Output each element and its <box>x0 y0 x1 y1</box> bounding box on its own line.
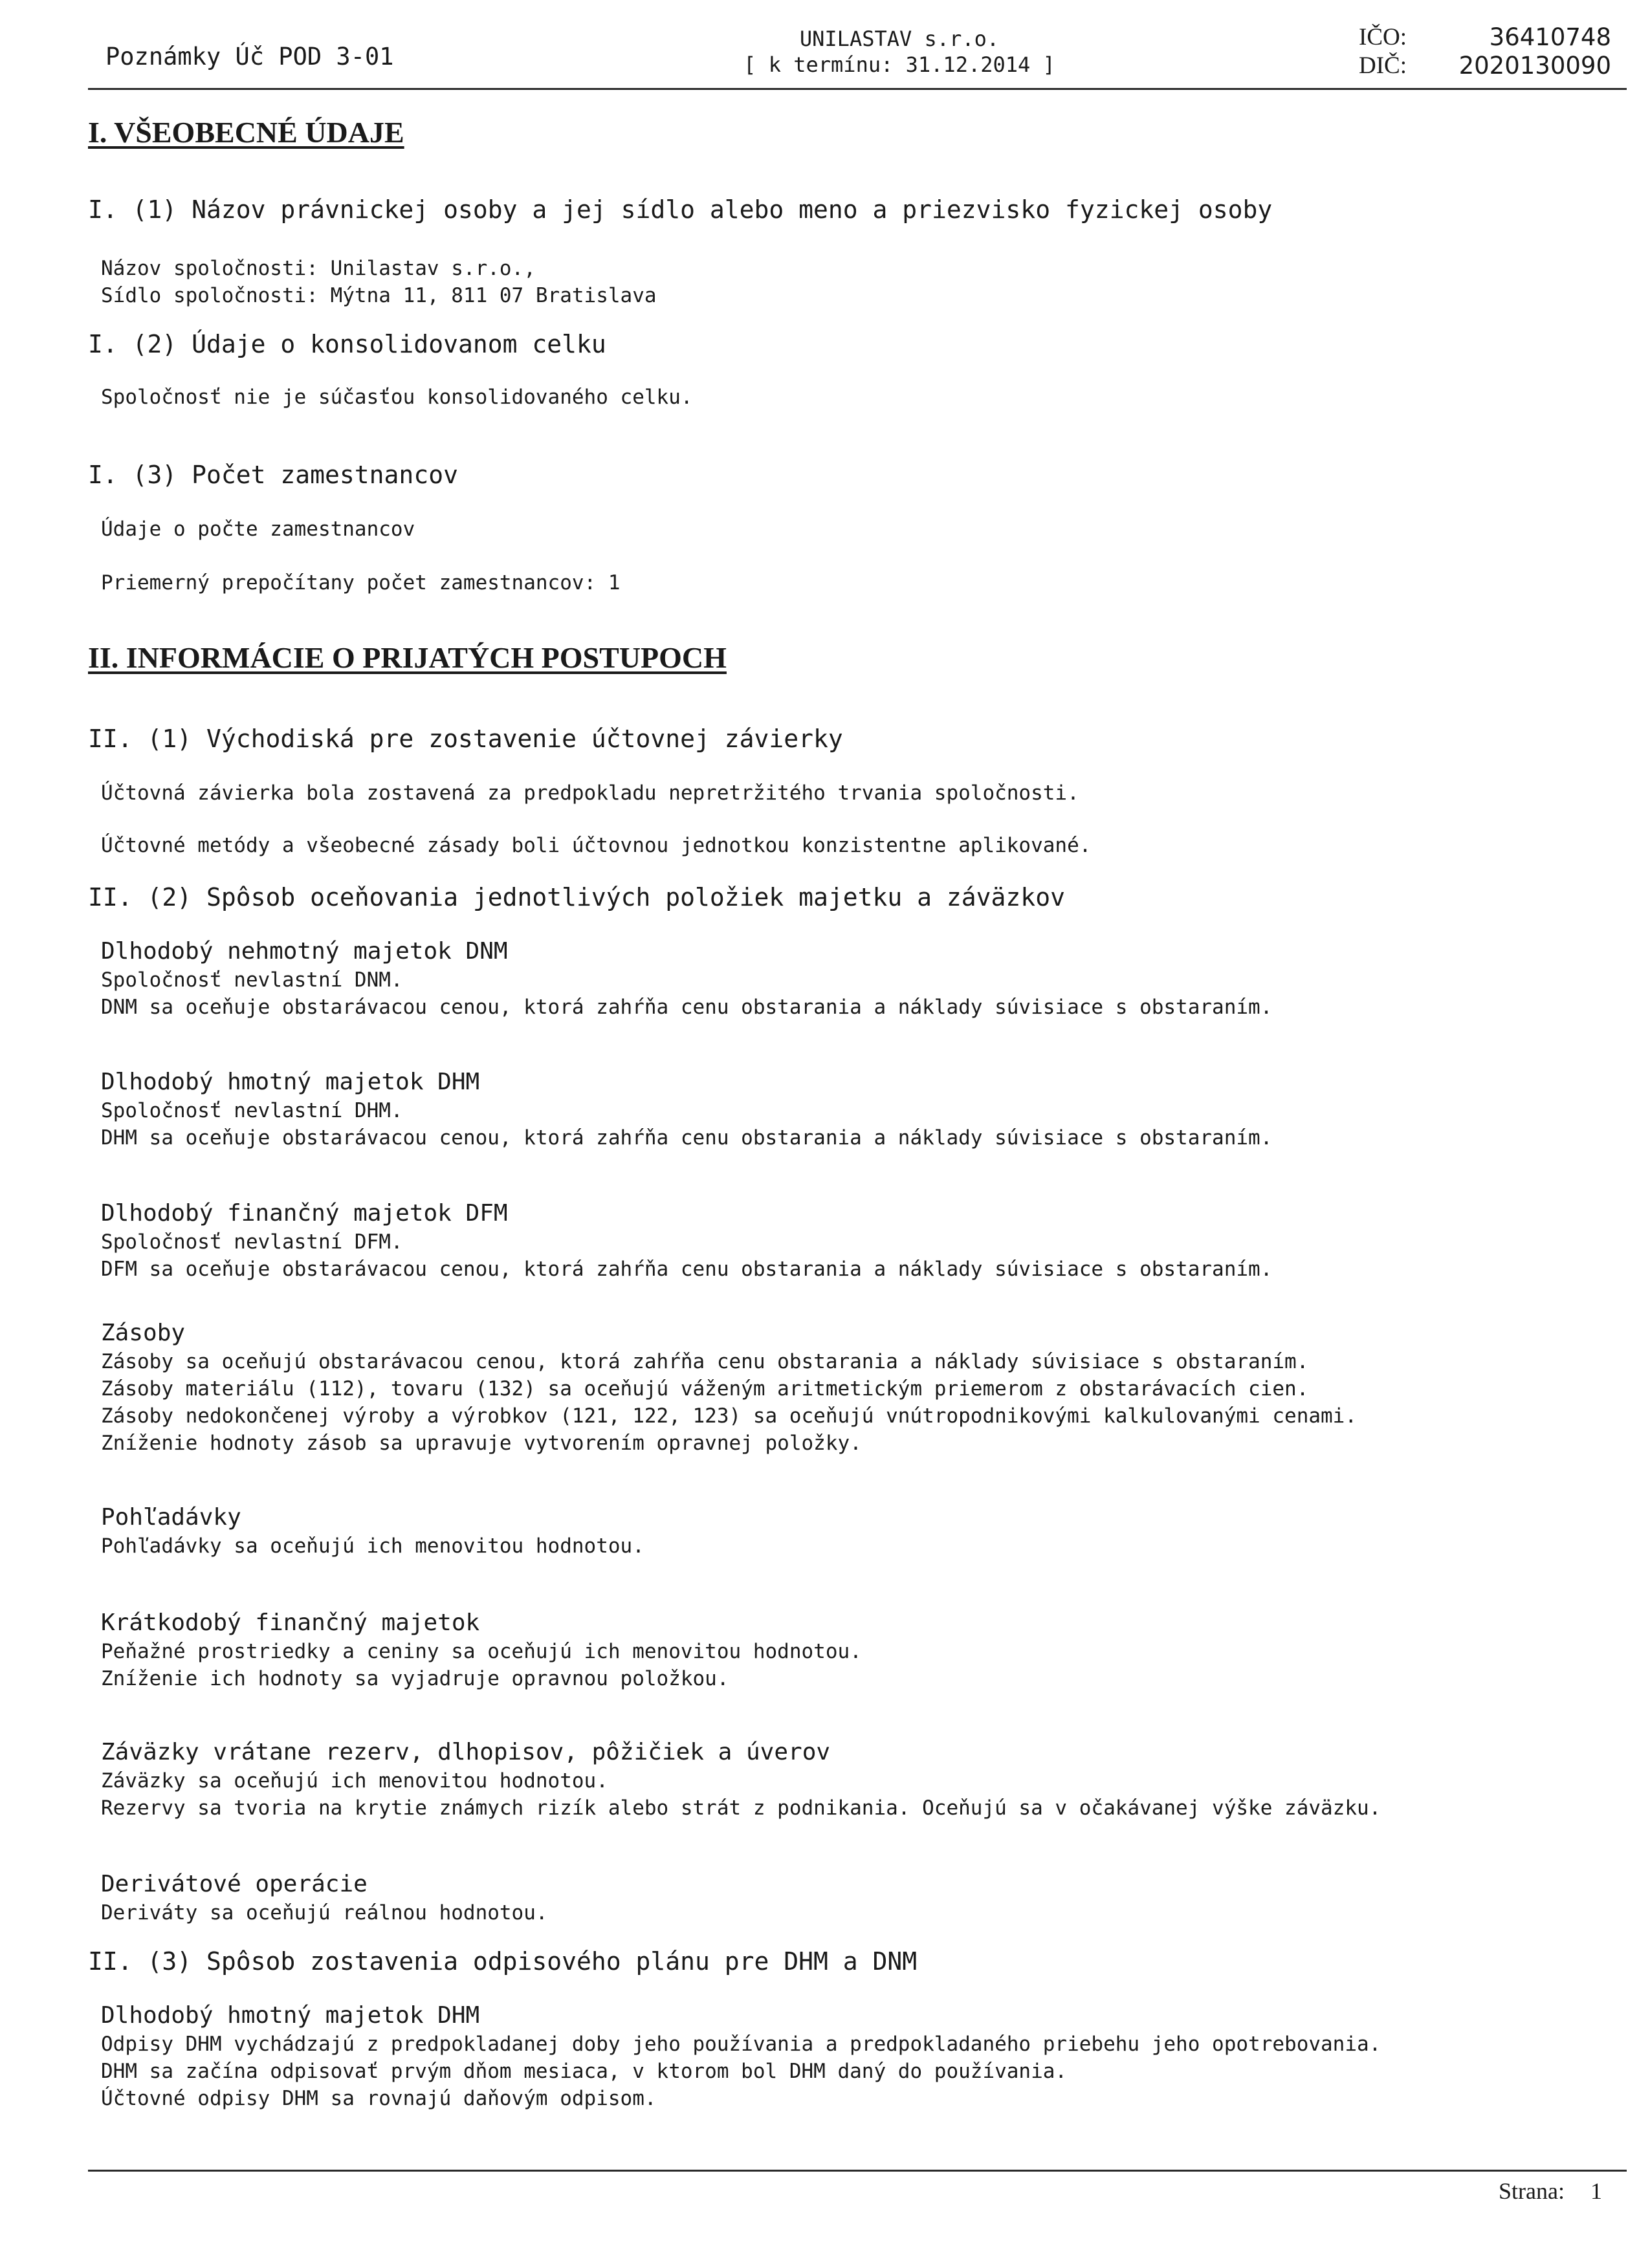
section-2-title: II. INFORMÁCIE O PRIJATÝCH POSTUPOCH <box>88 641 727 674</box>
company-name-line: Názov spoločnosti: Unilastav s.r.o., <box>101 257 536 280</box>
page-footer <box>1499 2177 1602 2205</box>
dnm-line-1: Spoločnosť nevlastní DNM. <box>101 968 403 992</box>
short-term-assets-heading: Krátkodobý finančný majetok <box>101 1609 480 1636</box>
term-date: [ k termínu: 31.12.2014 ] <box>743 52 1055 77</box>
receivables-heading: Pohľadávky <box>101 1504 241 1531</box>
liabilities-heading: Záväzky vrátane rezerv, dlhopisov, pôžičiek a úverov <box>101 1739 831 1765</box>
footer-divider <box>88 2170 1627 2172</box>
ico-row <box>1359 23 1611 52</box>
dhm-line-1: Spoločnosť nevlastní DHM. <box>101 1099 403 1122</box>
section-2-2-heading: II. (2) Spôsob oceňovania jednotlivých položiek majetku a záväzkov <box>88 883 1065 911</box>
header-ids <box>1359 23 1611 80</box>
section-1-1-heading: I. (1) Názov právnickej osoby a jej sídlo alebo meno a priezvisko fyzickej osoby <box>88 195 1273 224</box>
page-label: Strana: <box>1499 2178 1565 2204</box>
dic-row <box>1359 52 1611 80</box>
section-2-3-heading: II. (3) Spôsob zostavenia odpisového plánu pre DHM a DNM <box>88 1947 918 1976</box>
header-divider <box>88 88 1627 90</box>
section-2-1-heading: II. (1) Východiská pre zostavenie účtovnej závierky <box>88 725 843 753</box>
depreciation-line-2: DHM sa začína odpisovať prvým dňom mesiaca, v ktorom bol DHM daný do používania. <box>101 2060 1068 2083</box>
section-2-1-line1: Účtovná závierka bola zostavená za predpokladu nepretržitého trvania spoločnosti. <box>101 781 1079 805</box>
dhm-heading: Dlhodobý hmotný majetok DHM <box>101 1069 480 1095</box>
short-term-assets-text <box>101 1638 862 1692</box>
dic-value: 2020130090 <box>1458 52 1611 80</box>
dic-label: DIČ: <box>1359 52 1407 79</box>
depreciation-heading: Dlhodobý hmotný majetok DHM <box>101 2002 480 2029</box>
inventory-text <box>101 1348 1357 1457</box>
inventory-line-3: Zásoby nedokončenej výroby a výrobkov (121, 122, 123) sa oceňujú vnútropodnikovými kalkulovanými cenami. <box>101 1404 1358 1428</box>
company-name: UNILASTAV s.r.o. <box>799 27 1000 51</box>
document-title: Poznámky Úč POD 3-01 <box>105 43 394 71</box>
dhm-text <box>101 1097 1272 1151</box>
employees-count: Priemerný prepočítany počet zamestnancov: 1 <box>101 571 621 594</box>
dfm-line-2: DFM sa oceňuje obstarávacou cenou, ktorá zahŕňa cenu obstarania a náklady súvisiace s obstaraním. <box>101 1258 1273 1281</box>
liabilities-line-1: Záväzky sa oceňujú ich menovitou hodnotou. <box>101 1769 608 1793</box>
inventory-heading: Zásoby <box>101 1320 186 1346</box>
liabilities-line-2: Rezervy sa tvoria na krytie známych rizík alebo strát z podnikania. Oceňujú sa v očakávanej výške záväzku. <box>101 1796 1381 1820</box>
company-seat-line: Sídlo spoločnosti: Mýtna 11, 811 07 Bratislava <box>101 284 657 307</box>
header-center <box>712 26 1087 78</box>
section-1-1-text <box>101 255 657 309</box>
dhm-line-2: DHM sa oceňuje obstarávacou cenou, ktorá zahŕňa cenu obstarania a náklady súvisiace s obstaraním. <box>101 1126 1273 1150</box>
derivatives-text: Deriváty sa oceňujú reálnou hodnotou. <box>101 1901 548 1925</box>
section-2-1-line2: Účtovné metódy a všeobecné zásady boli účtovnou jednotkou konzistentne aplikované. <box>101 834 1092 857</box>
receivables-text: Pohľadávky sa oceňujú ich menovitou hodnotou. <box>101 1534 644 1558</box>
section-1-title: I. VŠEOBECNÉ ÚDAJE <box>88 116 404 149</box>
dfm-heading: Dlhodobý finančný majetok DFM <box>101 1200 508 1227</box>
short-term-assets-line-1: Peňažné prostriedky a ceniny sa oceňujú ich menovitou hodnotou. <box>101 1640 862 1663</box>
derivatives-heading: Derivátové operácie <box>101 1871 368 1897</box>
dnm-heading: Dlhodobý nehmotný majetok DNM <box>101 938 508 965</box>
page-number: 1 <box>1590 2178 1602 2204</box>
liabilities-text <box>101 1767 1381 1822</box>
section-1-3-heading: I. (3) Počet zamestnancov <box>88 461 458 489</box>
depreciation-line-1: Odpisy DHM vychádzajú z predpokladanej doby jeho používania a predpokladaného priebehu jeho opotrebovania. <box>101 2033 1381 2056</box>
ico-label: IČO: <box>1359 24 1407 50</box>
employees-info: Údaje o počte zamestnancov <box>101 518 415 541</box>
dfm-text <box>101 1228 1272 1283</box>
inventory-line-1: Zásoby sa oceňujú obstarávacou cenou, ktorá zahŕňa cenu obstarania a náklady súvisiace s obstaraním. <box>101 1350 1309 1373</box>
ico-value: 36410748 <box>1489 23 1611 51</box>
section-1-2-text: Spoločnosť nie je súčasťou konsolidovaného celku. <box>101 386 693 409</box>
inventory-line-4: Zníženie hodnoty zásob sa upravuje vytvorením opravnej položky. <box>101 1432 862 1455</box>
depreciation-line-3: Účtovné odpisy DHM sa rovnajú daňovým odpisom. <box>101 2087 657 2110</box>
section-1-2-heading: I. (2) Údaje o konsolidovanom celku <box>88 330 606 358</box>
short-term-assets-line-2: Zníženie ich hodnoty sa vyjadruje opravnou položkou. <box>101 1667 729 1690</box>
depreciation-text <box>101 2031 1381 2112</box>
dfm-line-1: Spoločnosť nevlastní DFM. <box>101 1230 403 1254</box>
dnm-line-2: DNM sa oceňuje obstarávacou cenou, ktorá zahŕňa cenu obstarania a náklady súvisiace s obstaraním. <box>101 996 1273 1019</box>
dnm-text <box>101 966 1272 1021</box>
inventory-line-2: Zásoby materiálu (112), tovaru (132) sa oceňujú váženým aritmetickým priemerom z obstarávacích cien. <box>101 1377 1309 1401</box>
